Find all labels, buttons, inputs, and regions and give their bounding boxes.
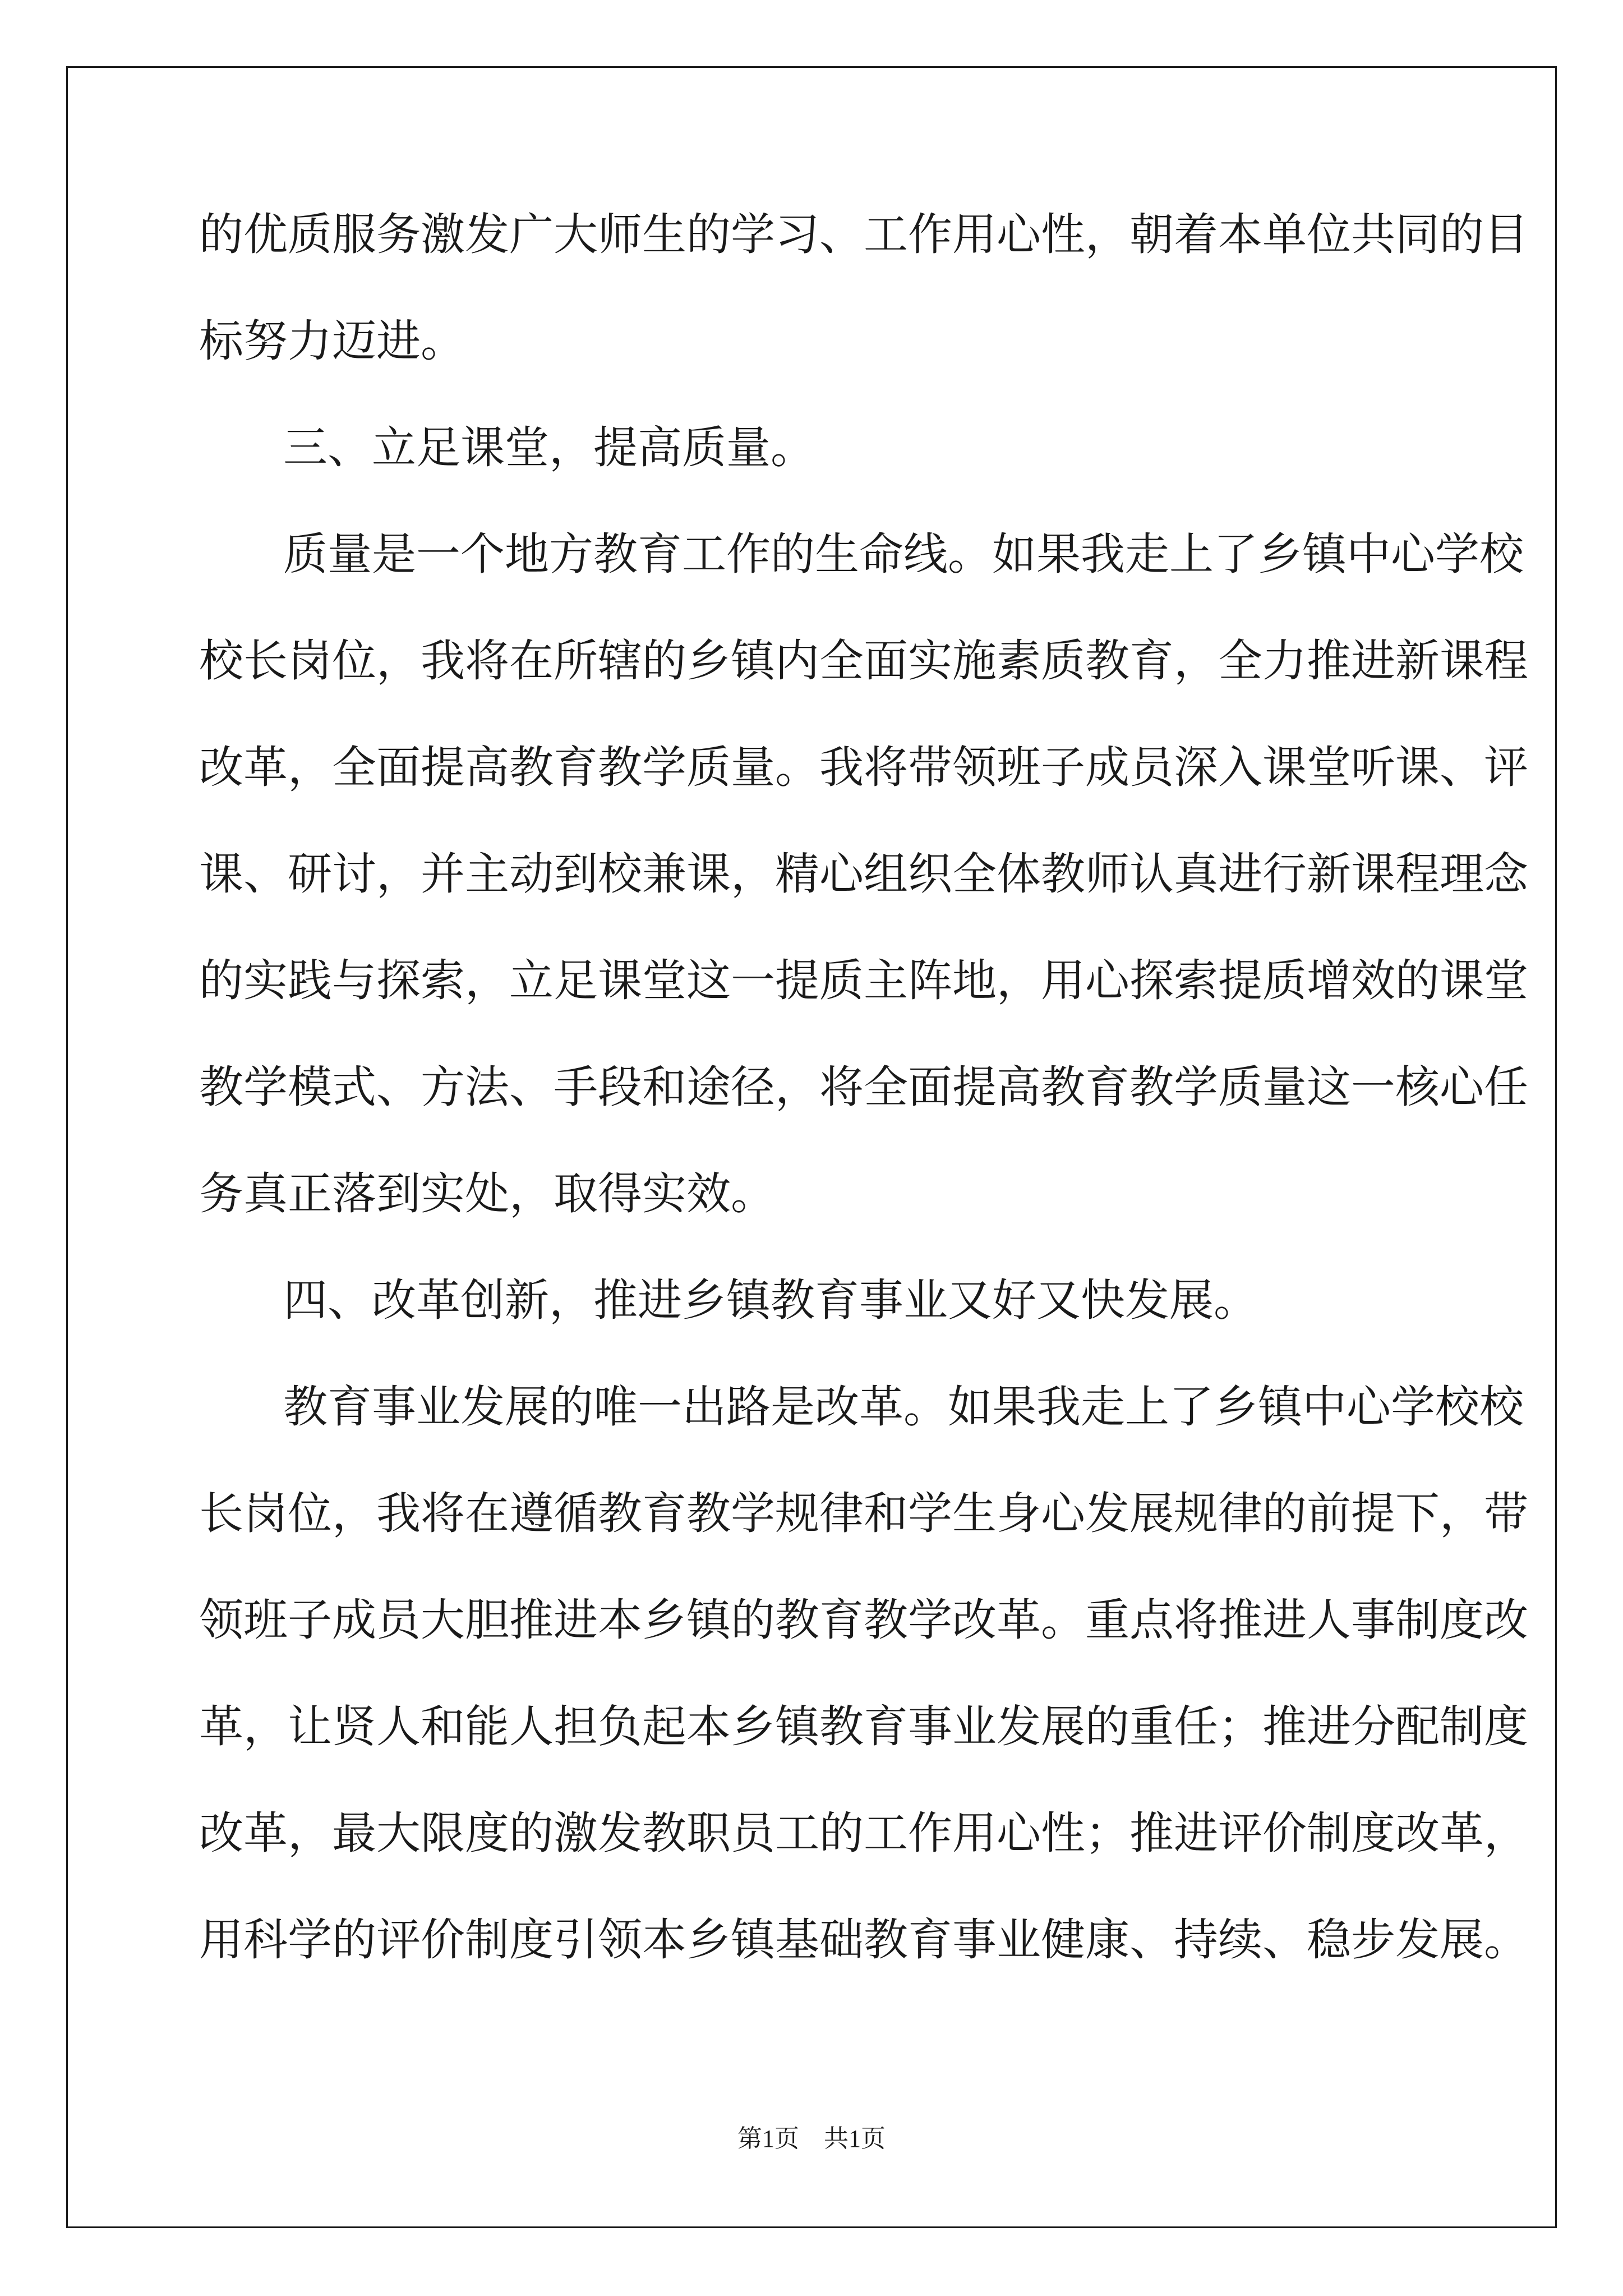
page-border [66,66,1557,2228]
text-line-8: 的实践与探索，立足课堂这一提质主阵地，用心探索提质增效的课堂 [199,955,1528,1006]
text-line-16: 改革，最大限度的激发教职员工的工作用心性；推进评价制度改革， [199,1807,1528,1859]
text-line-14: 领班子成员大胆推进本乡镇的教育教学改革。重点将推进人事制度改 [199,1594,1528,1646]
text-line-5: 校长岗位，我将在所辖的乡镇内全面实施素质教育，全力推进新课程 [199,635,1528,687]
text-line-17: 用科学的评价制度引领本乡镇基础教育事业健康、持续、稳步发展。 [199,1914,1528,1966]
page-number: 第1页 [737,2125,799,2152]
text-line-7: 课、研讨，并主动到校兼课，精心组织全体教师认真进行新课程理念 [199,848,1528,900]
text-line-12: 教育事业发展的唯一出路是改革。如果我走上了乡镇中心学校校 [283,1381,1524,1433]
text-line-13: 长岗位，我将在遵循教育教学规律和学生身心发展规律的前提下，带 [199,1488,1528,1539]
text-line-9: 教学模式、方法、手段和途径，将全面提高教育教学质量这一核心任 [199,1061,1528,1113]
text-line-10: 务真正落到实处，取得实效。 [199,1168,775,1220]
text-line-15: 革，让贤人和能人担负起本乡镇教育事业发展的重任；推进分配制度 [199,1701,1528,1752]
text-line-1: 的优质服务激发广大师生的学习、工作用心性，朝着本单位共同的目 [199,209,1528,260]
text-line-4: 质量是一个地方教育工作的生命线。如果我走上了乡镇中心学校 [283,528,1524,580]
page-total: 共1页 [824,2125,886,2152]
text-line-6: 改革，全面提高教育教学质量。我将带领班子成员深入课堂听课、评 [199,742,1528,793]
page-footer [0,2123,1623,2155]
section-heading-3: 三、立足课堂，提高质量。 [283,422,815,473]
text-line-2: 标努力迈进。 [199,315,465,367]
section-heading-4: 四、改革创新，推进乡镇教育事业又好又快发展。 [283,1274,1258,1326]
